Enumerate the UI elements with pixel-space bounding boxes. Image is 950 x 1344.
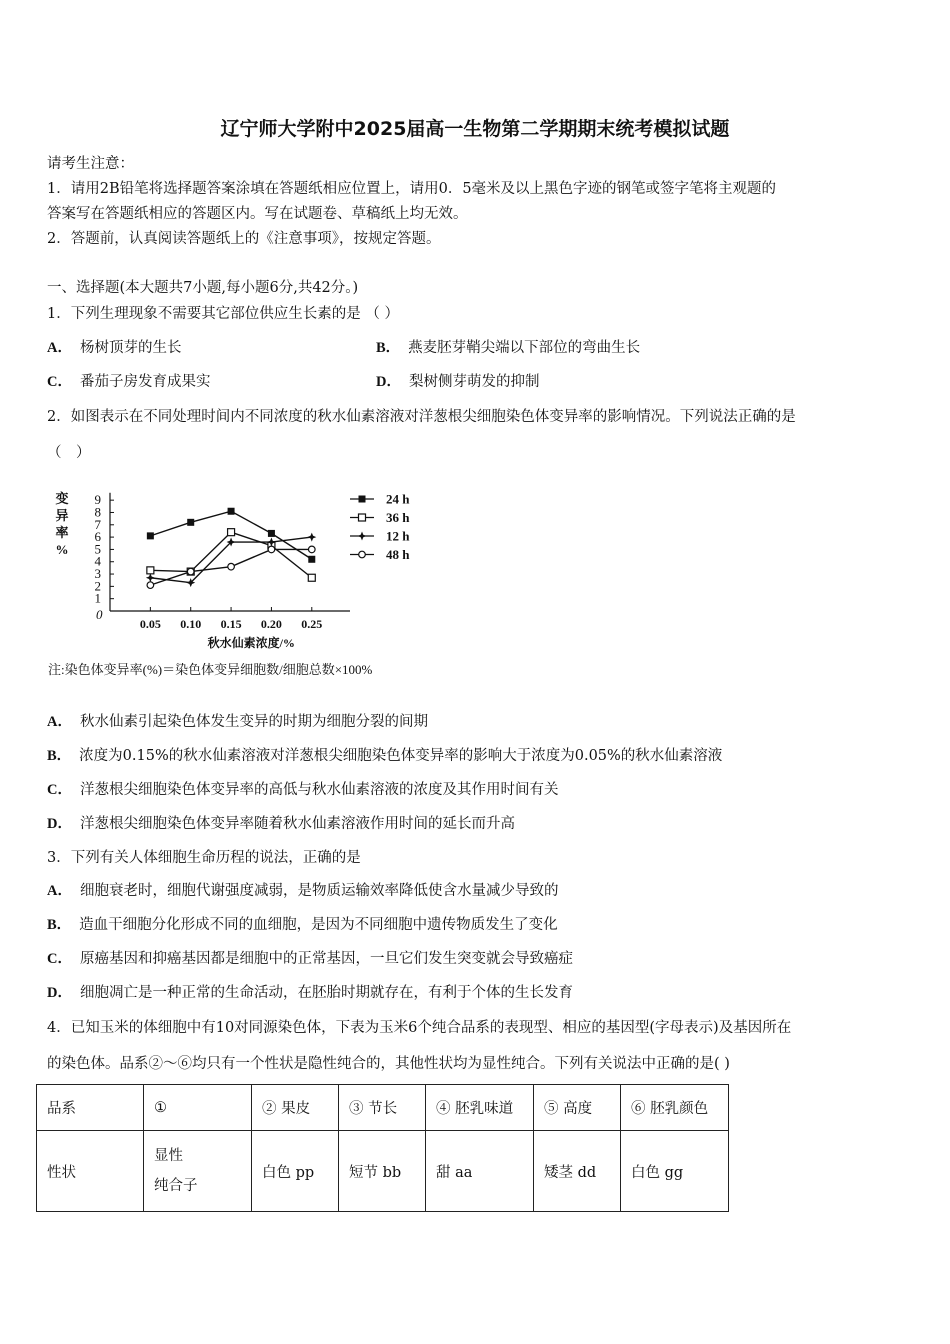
page-title: 辽宁师大学附中2025届高一生物第二学期期末统考模拟试题 (220, 118, 730, 140)
table-cell: 白色 gg (621, 1131, 729, 1212)
strain-table (36, 1084, 729, 1212)
table-cell: ② 果皮 (252, 1085, 339, 1131)
y-tick-label: 2 (94, 578, 101, 594)
option-text: 细胞凋亡是一种正常的生命活动，在胚胎时期就存在，有利于个体的生长发育 (79, 985, 573, 1001)
notice-heading: 请考生注意： (47, 156, 134, 172)
q2-stem-2: （ ） (47, 445, 91, 461)
y-axis-label-char: 变 (55, 491, 69, 506)
x-tick-label: 0.10 (180, 617, 202, 631)
q3-option-b (47, 913, 558, 934)
option-text: 燕麦胚芽鞘尖端以下部位的弯曲生长 (408, 340, 641, 356)
table-cell: 性状 (37, 1131, 144, 1212)
x-tick-label: 0.20 (260, 617, 282, 631)
notice-line-1b: 答案写在答题纸相应的答题区内。写在试题卷、草稿纸上均无效。 (47, 206, 468, 222)
q1-option-d (376, 370, 539, 391)
table-cell: ⑥ 胚乳颜色 (621, 1085, 729, 1131)
section-heading: 一、选择题(本大题共7小题,每小题6分,共42分。) (47, 280, 359, 296)
data-point (146, 573, 155, 582)
y-axis-label-char: % (55, 542, 69, 557)
q1-stem: 1．下列生理现象不需要其它部位供应生长素的是 （ ） (47, 306, 399, 322)
data-point (147, 582, 154, 589)
data-point (187, 568, 194, 575)
notice-line-1a: 1．请用2B铅笔将选择题答案涂填在答题纸相应位置上，请用0．5毫米及以上黑色字迹的钢笔或签字笔将主观题的 (47, 181, 777, 197)
table-cell: 甜 aa (426, 1131, 534, 1212)
table-cell: ③ 节长 (339, 1085, 426, 1131)
table-cell: 矮茎 dd (534, 1131, 621, 1212)
q2-option-b (47, 744, 722, 765)
option-label: D． (47, 816, 72, 832)
option-text: 梨树侧芽萌发的抑制 (408, 374, 540, 390)
cell-line: 纯合子 (154, 1178, 198, 1194)
q3-option-d (47, 981, 573, 1002)
y-tick-label: 5 (94, 541, 101, 557)
option-label: D． (47, 985, 72, 1001)
data-point (147, 567, 154, 574)
option-text: 原癌基因和抑癌基因都是细胞中的正常基因，一旦它们发生突变就会导致癌症 (79, 951, 573, 967)
q3-option-c (47, 947, 573, 968)
option-label: C． (47, 374, 72, 390)
option-text: 造血干细胞分化形成不同的血细胞，是因为不同细胞中遗传物质发生了变化 (79, 917, 558, 933)
table-cell: 白色 pp (252, 1131, 339, 1212)
x-tick-label: 0.15 (220, 617, 242, 631)
y-tick-label: 4 (94, 553, 101, 569)
legend-label: 12 h (386, 528, 410, 544)
data-point (307, 533, 316, 542)
y-tick-label: 3 (94, 566, 101, 582)
q2-option-a (47, 710, 428, 731)
option-label: A． (47, 883, 72, 899)
option-label: B． (376, 340, 401, 356)
table-row (37, 1131, 729, 1212)
legend-marker (359, 514, 366, 521)
option-text: 浓度为0.15%的秋水仙素溶液对洋葱根尖细胞染色体变异率的影响大于浓度为0.05%的秋水仙素溶液 (79, 748, 723, 764)
q4-stem-1: 4．已知玉米的体细胞中有10对同源染色体，下表为玉米6个纯合品系的表现型、相应的基因型(字母表示)及基因所在 (47, 1020, 792, 1036)
data-point (187, 519, 194, 526)
option-label: A． (47, 340, 72, 356)
data-point (228, 529, 235, 536)
table-cell: 品系 (37, 1085, 144, 1131)
option-label: B． (47, 748, 72, 764)
table-header-row (37, 1085, 729, 1131)
notice-line-2: 2．答题前，认真阅读答题纸上的《注意事项》，按规定答题。 (47, 231, 441, 247)
y-tick-label: 1 (94, 590, 101, 606)
data-point (147, 532, 154, 539)
legend-label: 36 h (386, 510, 410, 525)
option-label: B． (47, 917, 72, 933)
legend-label: 48 h (386, 547, 410, 562)
q2-option-d (47, 812, 515, 833)
y-tick-label: 7 (94, 516, 101, 532)
cell-line: 显性 (154, 1148, 183, 1164)
legend-label: 24 h (386, 491, 410, 507)
q1-option-c (47, 370, 210, 391)
x-tick-label: 0.05 (139, 617, 161, 631)
q2-option-c (47, 778, 558, 799)
legend-marker (358, 532, 367, 541)
x-tick-label: 0.25 (301, 617, 323, 631)
data-point (228, 508, 235, 515)
option-text: 番茄子房发育成果实 (79, 374, 211, 390)
q3-stem: 3．下列有关人体细胞生命历程的说法，正确的是 (47, 850, 361, 866)
option-label: A． (47, 714, 72, 730)
q2-stem-1: 2．如图表示在不同处理时间内不同浓度的秋水仙素溶液对洋葱根尖细胞染色体变异率的影响情况。下列说法正确的是 (47, 409, 796, 425)
option-text: 洋葱根尖细胞染色体变异率随着秋水仙素溶液作用时间的延长而升高 (79, 816, 515, 832)
option-label: D． (376, 374, 401, 390)
option-text: 细胞衰老时，细胞代谢强度减弱，是物质运输效率降低使含水量减少导致的 (79, 883, 559, 899)
legend-marker (359, 496, 366, 503)
data-point (268, 530, 275, 537)
option-label: C． (47, 782, 72, 798)
option-text: 秋水仙素引起染色体发生变异的时期为细胞分裂的间期 (79, 714, 428, 730)
chart-note: 注:染色体变异率(%)＝染色体变异细胞数/细胞总数×100% (48, 662, 373, 677)
data-point (308, 574, 315, 581)
y-axis-label-char: 率 (55, 525, 69, 540)
data-point (228, 563, 235, 570)
option-text: 洋葱根尖细胞染色体变异率的高低与秋水仙素溶液的浓度及其作用时间有关 (79, 782, 559, 798)
q1-option-b (376, 336, 640, 357)
table-cell: ① (144, 1085, 252, 1131)
y-axis-label-char: 异 (55, 508, 69, 523)
data-point (308, 546, 315, 553)
y-tick-label: 6 (94, 529, 101, 545)
x-axis-label: 秋水仙素浓度/% (207, 636, 295, 650)
table-cell: 短节 bb (339, 1131, 426, 1212)
legend-marker (359, 551, 366, 558)
data-point (268, 546, 275, 553)
option-text: 杨树顶芽的生长 (79, 340, 182, 356)
y-tick-label: 9 (94, 492, 101, 508)
q1-option-a (47, 336, 181, 357)
table-cell (144, 1131, 252, 1212)
data-point (308, 556, 315, 563)
origin-label: 0 (96, 607, 103, 622)
q3-option-a (47, 879, 558, 900)
option-label: C． (47, 951, 72, 967)
y-tick-label: 8 (94, 504, 101, 520)
table-cell: ⑤ 高度 (534, 1085, 621, 1131)
mutation-rate-chart (40, 478, 490, 688)
q4-stem-2: 的染色体。品系②～⑥均只有一个性状是隐性纯合的，其他性状均为显性纯合。下列有关说法中正确的是( ) (47, 1056, 730, 1072)
table-cell: ④ 胚乳味道 (426, 1085, 534, 1131)
